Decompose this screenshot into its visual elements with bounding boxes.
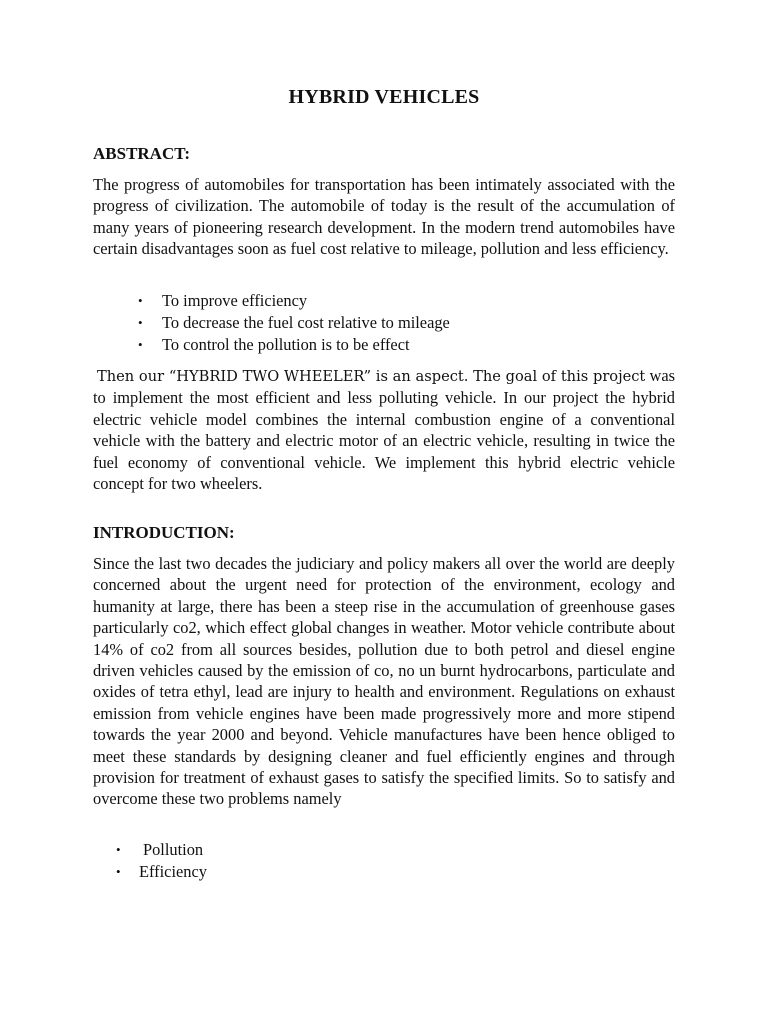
bullet-icon: • [116,842,121,857]
list-item [138,334,678,356]
bullet-icon: • [138,337,143,352]
list-item-text: Pollution [143,840,204,859]
project-goal-text: was to implement the most efficient and less polluting vehicle. In our project the hybrid electric vehicle model combines the internal combustion engine of a conventional vehicle with the battery and electric motor of an electric vehicle, resulting in twice the fuel economy of conventional vehicle. We implement this hybrid electric vehicle concept for two wheelers. [93,366,675,494]
page-title: HYBRID VEHICLES [288,86,480,108]
bullet-icon: • [116,864,121,879]
bullet-icon: • [138,293,143,308]
abstract-paragraph: The progress of automobiles for transportation has been intimately associated with the progress of civilization. The automobile of today is the result of the accumulation of many years of pioneering research development. In the modern trend automobiles have certain disadvantages soon as fuel cost relative to mileage, pollution and less efficiency. [93,175,675,259]
introduction-bullet-list [116,839,416,883]
list-item [138,290,678,312]
list-item [116,839,416,861]
list-item-text: To improve efficiency [162,291,308,310]
list-item [116,861,416,883]
abstract-heading: ABSTRACT: [93,144,190,163]
list-item-text: To control the pollution is to be effect [162,335,410,354]
bullet-icon: • [138,315,143,330]
list-item [138,312,678,334]
project-goal-lead: Then our “HYBRID TWO WHEELER” is an aspect. The goal of this project [97,368,646,385]
project-goal-paragraph [93,365,675,494]
list-item-text: To decrease the fuel cost relative to mileage [162,313,450,332]
introduction-heading: INTRODUCTION: [93,523,235,542]
abstract-bullet-list [138,290,678,356]
introduction-paragraph: Since the last two decades the judiciary and policy makers all over the world are deeply concerned about the urgent need for protection of the environment, ecology and humanity at large, there has been a steep rise in the accumulation of greenhouse gases particularly co2, which effect global changes in weather. Motor vehicle contribute about 14% of co2 from all sources besides, pollution due to both petrol and diesel engine driven vehicles caused by the emission of co, no un burnt hydrocarbons, particulate and oxides of tetra ethyl, lead are injury to health and environment. Regulations on exhaust emission from vehicle engines have been made progressively more and more stipend towards the year 2000 and beyond. Vehicle manufactures have been hence obliged to meet these standards by designing cleaner and fuel efficiently engines and through provision for treatment of exhaust gases to satisfy the specified limits. So to satisfy and overcome these two problems namely [93,554,675,809]
list-item-text: Efficiency [139,862,207,881]
